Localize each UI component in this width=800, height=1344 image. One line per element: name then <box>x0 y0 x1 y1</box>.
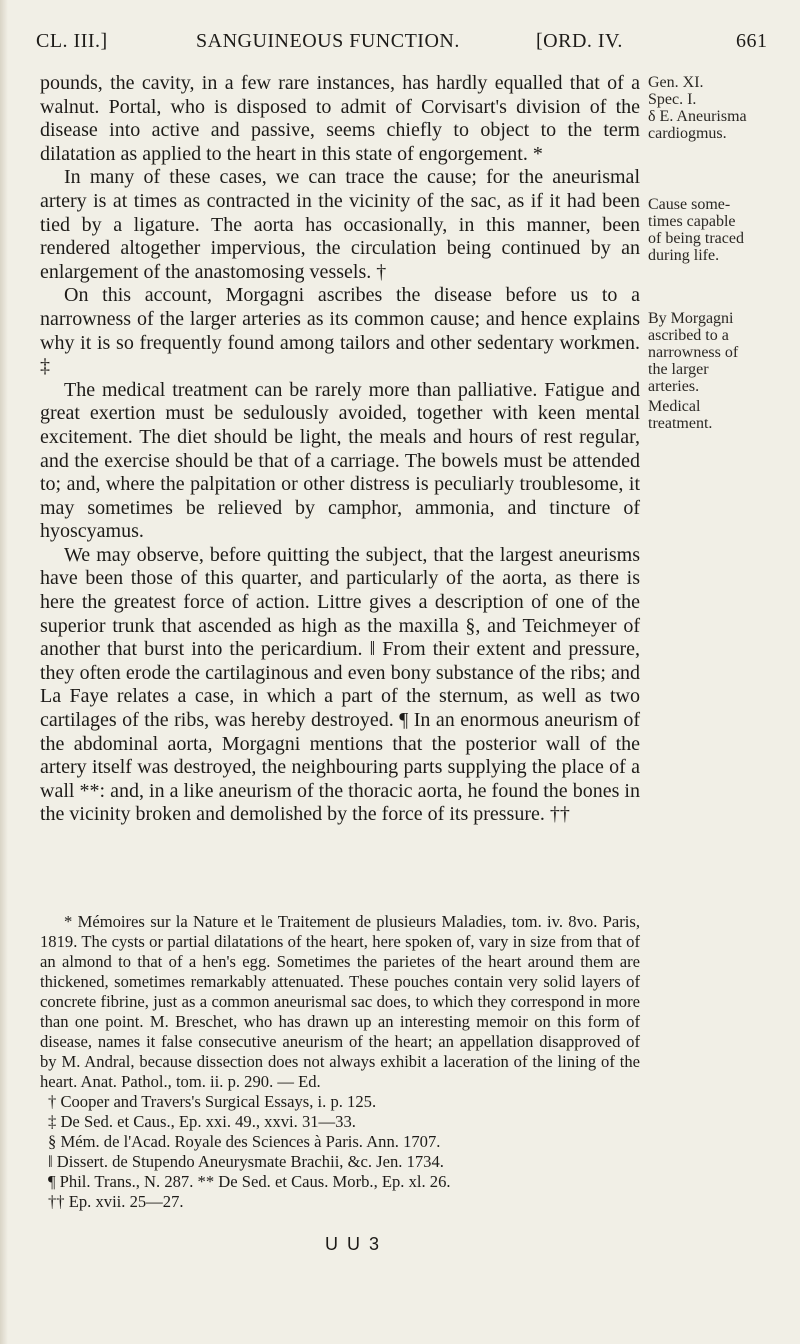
footnote: ¶ Phil. Trans., N. 287. ** De Sed. et Caus. Morb., Ep. xl. 26. <box>48 1172 451 1191</box>
sidenote-classification <box>648 74 798 142</box>
sidenote-line: of being traced <box>648 230 744 247</box>
paragraph: On this account, Morgagni ascribes the disease before us to a narrowness of the larger arteries as its common cause; and hence explains why it is so frequently found among tailors and other sedentary workmen. ‡ <box>40 284 640 378</box>
sidenote-line: cardiogmus. <box>648 125 727 142</box>
footnote: * Mémoires sur la Nature et le Traitement de plusieurs Maladies, tom. iv. 8vo. Paris, 1819. The cysts or partial dilatations of the heart, here spoken of, vary in size from that of an almond to that of a hen's egg. Sometimes the parietes of the heart around them are thickened, sometimes remarkably attenuated. These pouches contain very solid layers of concrete fibrine, just as a common aneurismal sac does, to which they correspond in more than one point. M. Breschet, who has drawn up an interesting memoir on this form of disease, names it false consecutive aneurism of the heart; an appellation disapproved of by M. Andral, because dissection does not always exhibit a laceration of the lining of the heart. Anat. Pathol., tom. ii. p. 290. — Ed. <box>40 912 640 1091</box>
paragraph: In many of these cases, we can trace the cause; for the aneurismal artery is at times as contracted in the vicinity of the sac, as if it had been tied by a ligature. The aorta has occasionally, in this manner, been rendered altogether impervious, the circulation being continued by an enlargement of the anastomosing vessels. † <box>40 166 640 283</box>
sidenote-line: Spec. I. <box>648 91 697 108</box>
sidenote-line: narrowness of <box>648 344 739 361</box>
sidenote-line: the larger <box>648 361 709 378</box>
paragraph: We may observe, before quitting the subject, that the largest aneurisms have been those of this quarter, and particularly of the aorta, as there is here the greatest force of action. Littre gives a description of one of the superior trunk that ascended as high as the maxilla §, and Teichmeyer of another that burst into the pericardium. ‖ From their extent and pressure, they often erode the cartilaginous and even bony substance of the ribs; and La Faye relates a case, in which a part of the sternum, as well as two cartilages of the ribs, was hereby destroyed. ¶ In an enormous aneurism of the abdominal aorta, Morgagni mentions that the posterior wall of the artery itself was destroyed, the neighbouring parts supplying the place of a wall **: and, in a like aneurism of the thoracic aorta, he found the bones in the vicinity broken and demolished by the force of its pressure. †† <box>40 543 640 826</box>
sidenote-line: treatment. <box>648 415 713 432</box>
header-title: SANGUINEOUS FUNCTION. <box>196 30 460 52</box>
page-number: 661 <box>736 30 768 52</box>
footnotes <box>40 912 640 1212</box>
sidenote-cause <box>648 196 798 264</box>
sidenote-line: By Morgagni <box>648 310 734 327</box>
sidenote-line: ascribed to a <box>648 327 729 344</box>
page-edge-shadow <box>0 0 8 1344</box>
sidenote-line: δ E. Aneurisma <box>648 108 747 125</box>
paragraph: The medical treatment can be rarely more than palliative. Fatigue and great exertion must be sedulously avoided, together with keen mental excitement. The diet should be light, the meals and hours of rest regular, and the exercise should be that of a carriage. The bowels must be attended to; and, where the palpitation or other distress is peculiarly troublesome, it may sometimes be relieved by camphor, ammonia, and tincture of hyoscyamus. <box>40 378 640 543</box>
sidenote-line: arteries. <box>648 378 700 395</box>
sidenote-line: during life. <box>648 247 720 264</box>
sidenote-line: Medical <box>648 398 701 415</box>
footnote: † Cooper and Travers's Surgical Essays, i. p. 125. <box>48 1092 377 1111</box>
sidenote-line: Gen. XI. <box>648 74 704 91</box>
footnote: ‖ Dissert. de Stupendo Aneurysmate Brachii, &c. Jen. 1734. <box>48 1152 444 1171</box>
sidenote-line: Cause some- <box>648 196 731 213</box>
body-text <box>40 72 640 827</box>
signature-mark: U U 3 <box>325 1234 382 1254</box>
footnote: § Mém. de l'Acad. Royale des Sciences à Paris. Ann. 1707. <box>48 1132 441 1151</box>
paragraph: pounds, the cavity, in a few rare instances, has hardly equalled that of a walnut. Portal, who is disposed to admit of Corvisart's division of the disease into active and passive, seems chiefly to object to the term dilatation as applied to the heart in this state of engorgement. * <box>40 72 640 165</box>
footnote: ‡ De Sed. et Caus., Ep. xxi. 49., xxvi. 31—33. <box>48 1112 356 1131</box>
header-chapter: CL. III.] <box>36 30 108 52</box>
sidenote-line: times capable <box>648 213 736 230</box>
footnote: †† Ep. xvii. 25—27. <box>48 1192 184 1211</box>
running-header <box>36 30 796 56</box>
sidenote-morgagni <box>648 310 798 395</box>
sidenote-treatment <box>648 398 798 432</box>
header-order: [ORD. IV. <box>536 30 623 52</box>
